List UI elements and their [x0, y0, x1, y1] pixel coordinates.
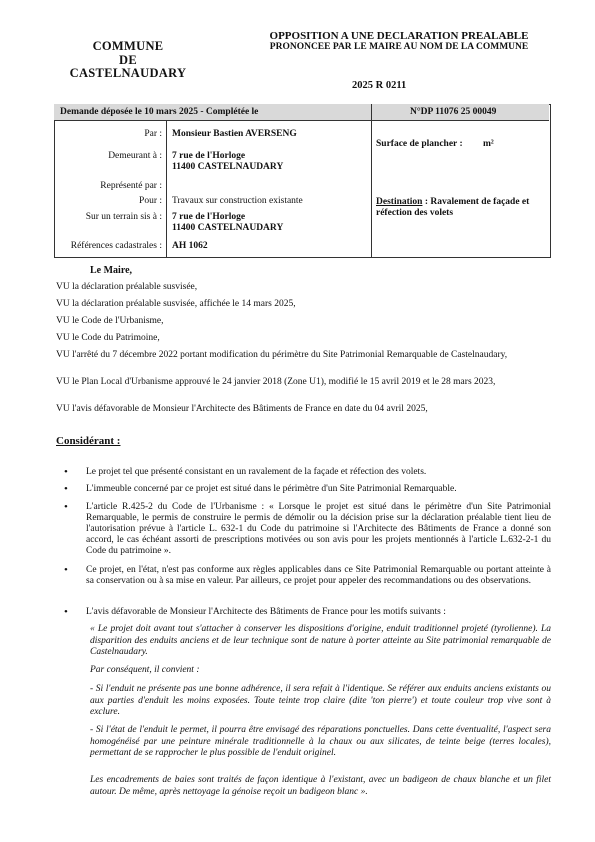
abf-quote-paragraph: - Si l'enduit ne présente pas une bonne adhérence, il sera refait à l'identique. Se référer aux enduits anciens existants ou aux parties d'enduit les moins exposées. Toute teinte trop claire (dite 'ton pierre') et toute couleur trop vive sont à exclure. — [90, 684, 551, 717]
works-type: Travaux sur construction existante — [172, 196, 303, 206]
abf-quote-paragraph: Par conséquent, il convient : — [90, 665, 200, 675]
bullet-icon: • — [64, 466, 68, 478]
pour-label: Pour : — [139, 196, 162, 206]
vu-item: VU le Plan Local d'Urbanisme approuvé le 24 janvier 2018 (Zone U1), modifié le 15 avril 2019 et le 28 mars 2023, — [56, 377, 496, 387]
bullet-icon: • — [64, 606, 68, 618]
considerant-item: L'article R.425-2 du Code de l'Urbanisme : « Lorsque le projet est situé dans le périmètre d'un Site Patrimonial Remarquable, le permis de construire le permis de démolir ou la décision prise sur la déclaration préalable tient lieu de l'autorisation prévue à l'article L. 632-1 du Code du patrimoine si l'Architecte des Bâtiments de France a donné son accord, le cas échéant assorti de prescriptions motivées ou son avis pour les projets mentionnés à l'article L.632-2-1 du Code du patrimoine ». — [86, 502, 551, 556]
destination-value: : Ravalement de façade et réfection des volets — [376, 197, 530, 218]
considerant-item: L'immeuble concerné par ce projet est situé dans le périmètre d'un Site Patrimonial Remarquable. — [86, 484, 457, 494]
commune-line3: CASTELNAUDARY — [69, 66, 187, 80]
abf-quote-paragraph: « Le projet doit avant tout s'attacher à conserver les dispositions d'origine, enduit traditionnel projeté (tyrolienne). La disparition des enduits anciens et de leur technique sont de nature à porter atteinte au Site patrimonial remarquable de Castelnaudary. — [90, 624, 551, 657]
dp-number: N°DP 11076 25 00049 — [410, 107, 497, 117]
table-label-divider — [166, 121, 167, 257]
maire-heading: Le Maire, — [90, 265, 133, 276]
applicant-address — [172, 151, 283, 173]
destination-field — [376, 197, 546, 219]
table-divider — [371, 104, 372, 257]
references-label: Références cadastrales : — [70, 241, 162, 251]
vu-item: VU la déclaration préalable susvisée, affichée le 14 mars 2025, — [56, 299, 296, 309]
terrain-address-line2: 11400 CASTELNAUDARY — [172, 223, 284, 233]
surface-unit: m² — [483, 139, 494, 149]
applicant-name: Monsieur Bastien AVERSENG — [172, 129, 297, 139]
represente-label: Représenté par : — [100, 181, 162, 191]
par-label: Par : — [144, 129, 162, 139]
considerant-heading: Considérant : — [56, 435, 121, 447]
applicant-address-line1: 7 rue de l'Horloge — [172, 151, 246, 161]
document-title: OPPOSITION A UNE DECLARATION PREALABLE — [269, 30, 529, 42]
terrain-address-line1: 7 rue de l'Horloge — [172, 212, 246, 222]
document-subtitle: PRONONCEE PAR LE MAIRE AU NOM DE LA COMMUNE — [269, 42, 529, 52]
terrain-address — [172, 212, 283, 234]
considerant-item: L'avis défavorable de Monsieur l'Architecte des Bâtiments de France pour les motifs suivants : — [86, 607, 446, 617]
vu-item: VU le Code du Patrimoine, — [56, 333, 160, 343]
surface-field — [376, 139, 546, 150]
applicant-address-line2: 11400 CASTELNAUDARY — [172, 162, 284, 172]
surface-label: Surface de plancher : — [376, 139, 463, 149]
vu-item: VU le Code de l'Urbanisme, — [56, 316, 164, 326]
commune-line1: COMMUNE — [92, 39, 164, 53]
abf-quote-paragraph: - Si l'état de l'enduit le permet, il pourra être envisagé des réparations ponctuelles. Dans cette éventualité, l'aspect sera homogénéisé par une peinture minérale traditionnelle à la chaux ou aux silicates, de teinte beige (terres locales), permettant de se rapprocher le plus possible de l'enduit originel. — [90, 725, 551, 758]
bullet-icon: • — [64, 483, 68, 495]
request-date: Demande déposée le 10 mars 2025 - Complétée le — [60, 107, 259, 117]
considerant-item: Le projet tel que présenté consistant en un ravalement de la façade et réfection des volets. — [86, 467, 427, 477]
considerant-item: Ce projet, en l'état, n'est pas conforme aux règles applicables dans ce Site Patrimonial Remarquable ou portant atteinte à sa conservation ou à sa mise en valeur. Par ailleurs, ce projet pour appeler des recommandations ou des observations. — [86, 565, 551, 586]
decision-reference: 2025 R 0211 — [352, 80, 407, 91]
terrain-label: Sur un terrain sis à : — [85, 212, 162, 222]
commune-line2: DE — [119, 52, 137, 67]
cadastral-reference: AH 1062 — [172, 241, 208, 251]
vu-item: VU l'arrêté du 7 décembre 2022 portant modification du périmètre du Site Patrimonial Remarquable de Castelnaudary, — [56, 350, 508, 360]
vu-item: VU l'avis défavorable de Monsieur l'Architecte des Bâtiments de France en date du 04 avril 2025, — [56, 404, 428, 414]
abf-quote-paragraph: Les encadrements de baies sont traités de façon identique à l'existant, avec un badigeon de chaux blanche et un filet autour. De même, après nettoyage la génoise reçoit un badigeon blanc ». — [90, 775, 551, 797]
vu-item: VU la déclaration préalable susvisée, — [56, 282, 198, 292]
commune-block — [58, 40, 198, 81]
destination-label: Destination — [376, 197, 423, 207]
demeurant-label: Demeurant à : — [108, 151, 162, 161]
bullet-icon: • — [64, 564, 68, 576]
bullet-icon: • — [64, 501, 68, 513]
